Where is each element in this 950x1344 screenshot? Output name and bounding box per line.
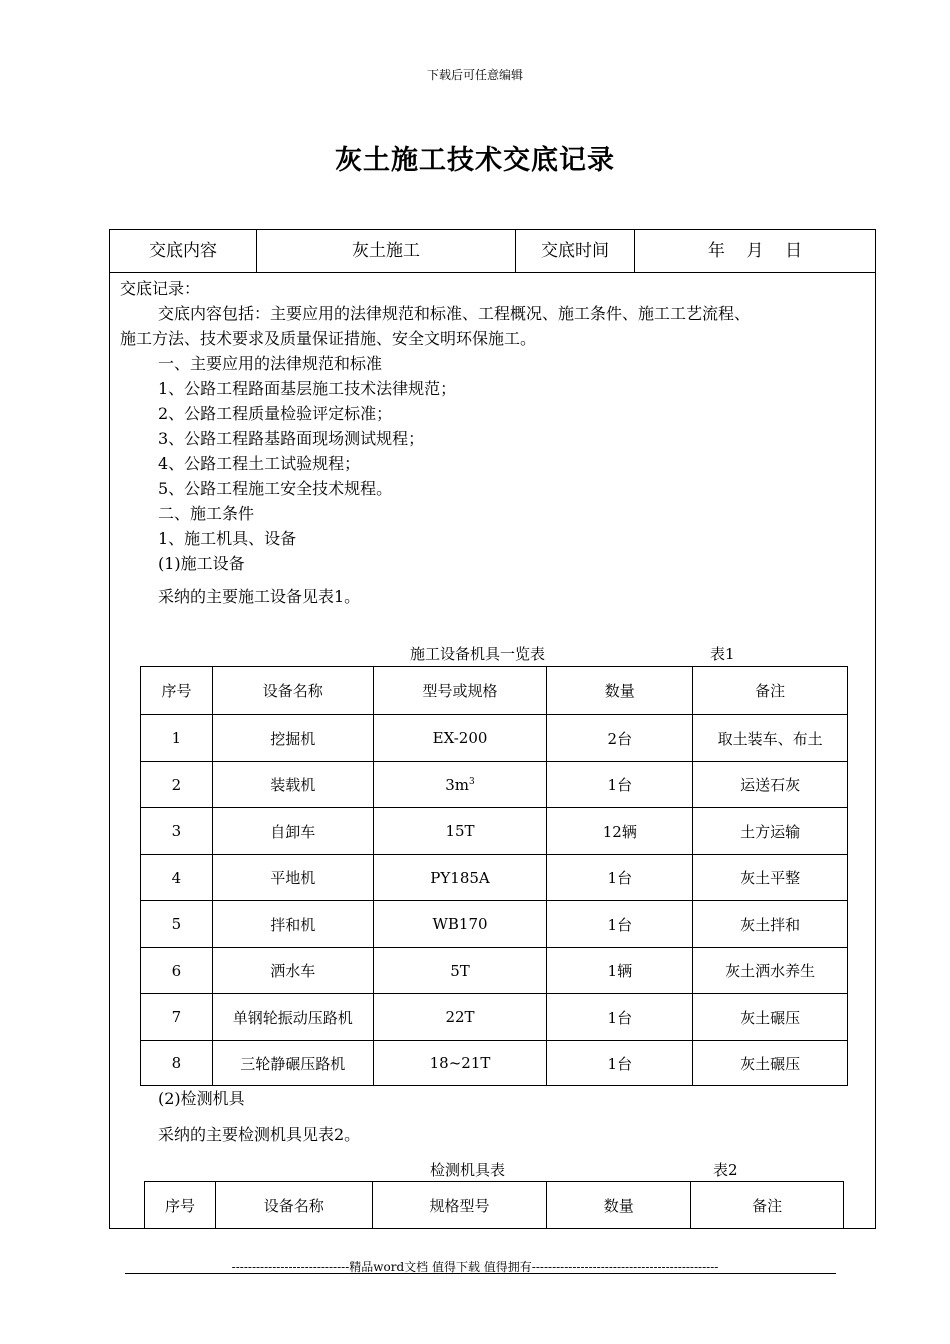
table-cell: 土方运输 [693,808,848,855]
column-header: 数量 [547,1182,691,1229]
table-cell: 4 [141,855,213,901]
section-1-title: 一、主要应用的法律规范和标准 [158,354,383,373]
section-2-title: 二、施工条件 [158,504,255,523]
table-cell: 灰土碾压 [693,994,848,1041]
table-header-row [141,667,848,715]
table-cell: EX-200 [373,715,547,762]
check-intro: 采纳的主要检测机具见表2。 [158,1125,361,1144]
table-cell: 自卸车 [212,808,373,855]
column-header: 设备名称 [215,1182,372,1229]
table-cell: PY185A [373,855,547,901]
table-cell: 灰土拌和 [693,901,848,948]
document-title: 灰土施工技术交底记录 [335,145,615,176]
column-header: 设备名称 [212,667,373,715]
table-row [141,948,848,994]
equipment-heading: (1)施工设备 [158,554,245,573]
table-cell: WB170 [373,901,547,948]
table-cell: 5T [373,948,547,994]
unit-superscript: 3 [469,776,475,787]
table2-caption: 检测机具表 [430,1161,506,1179]
content-value: 灰土施工 [257,230,516,272]
model-value: 3m [445,775,470,794]
column-header: 数量 [547,667,693,715]
table-cell [373,762,547,808]
list-item: 5、公路工程施工安全技术规程。 [158,479,393,498]
check-heading: (2)检测机具 [158,1089,245,1108]
list-item: 4、公路工程土工试验规程； [158,454,361,473]
table-cell: 1台 [547,1041,693,1086]
section-2-subtitle: 1、施工机具、设备 [158,529,297,548]
list-item: 2、公路工程质量检验评定标准； [158,404,393,423]
intro-line-1: 交底内容包括：主要应用的法律规范和标准、工程概况、施工条件、施工工艺流程、 [158,304,751,323]
table-cell: 运送石灰 [693,762,848,808]
time-value: 年 月 日 [707,241,803,261]
table-cell: 6 [141,948,213,994]
table-cell: 平地机 [212,855,373,901]
equipment-table [140,666,848,1086]
footer-divider [125,1273,836,1274]
column-header: 序号 [141,667,213,715]
table-cell: 8 [141,1041,213,1086]
table-header-row [145,1182,844,1229]
table-cell: 1台 [547,855,693,901]
table-row [141,1041,848,1086]
table-cell: 灰土平整 [693,855,848,901]
table-cell: 2台 [547,715,693,762]
table-row [141,808,848,855]
table-cell: 7 [141,994,213,1041]
table-row [141,901,848,948]
column-header: 备注 [693,667,848,715]
table-cell: 2 [141,762,213,808]
table-cell: 洒水车 [212,948,373,994]
table-row [141,762,848,808]
list-item: 3、公路工程路基路面现场测试规程； [158,429,425,448]
intro-line-2: 施工方法、技术要求及质量保证措施、安全文明环保施工。 [120,329,537,348]
table-cell: 灰土洒水养生 [693,948,848,994]
table-cell: 5 [141,901,213,948]
table-row [141,994,848,1041]
column-header: 备注 [691,1182,844,1229]
table-cell: 1台 [547,901,693,948]
column-header: 型号或规格 [373,667,547,715]
table-row [141,855,848,901]
table-cell: 单钢轮振动压路机 [212,994,373,1041]
inspection-table [144,1181,844,1229]
header-row [110,230,875,273]
table-cell: 3 [141,808,213,855]
table-cell: 取土装车、布土 [693,715,848,762]
disclosure-record-frame [109,229,876,1229]
footer-text: -----------------------------精品word文档 值得下载 值得拥有---------------------------------------------- [231,1260,719,1274]
table-cell: 1 [141,715,213,762]
table1-number: 表1 [710,645,735,663]
list-item: 1、公路工程路面基层施工技术法律规范； [158,379,457,398]
table-cell: 灰土碾压 [693,1041,848,1086]
table-cell: 拌和机 [212,901,373,948]
table-cell: 装载机 [212,762,373,808]
record-label: 交底记录： [120,279,201,298]
content-label: 交底内容 [110,230,257,272]
table-row [141,715,848,762]
column-header: 序号 [145,1182,216,1229]
table-cell: 1台 [547,762,693,808]
table-cell: 18~21T [373,1041,547,1086]
table-cell: 挖掘机 [212,715,373,762]
top-note: 下载后可任意编辑 [426,68,523,82]
table-cell: 12辆 [547,808,693,855]
table-cell: 三轮静碾压路机 [212,1041,373,1086]
table2-number: 表2 [713,1161,738,1179]
table-cell: 15T [373,808,547,855]
table-cell: 22T [373,994,547,1041]
column-header: 规格型号 [372,1182,547,1229]
time-label: 交底时间 [516,230,635,272]
equipment-intro: 采纳的主要施工设备见表1。 [158,587,361,606]
table-cell: 1台 [547,994,693,1041]
record-body [120,276,870,609]
table1-caption: 施工设备机具一览表 [410,645,546,663]
table-cell: 1辆 [547,948,693,994]
